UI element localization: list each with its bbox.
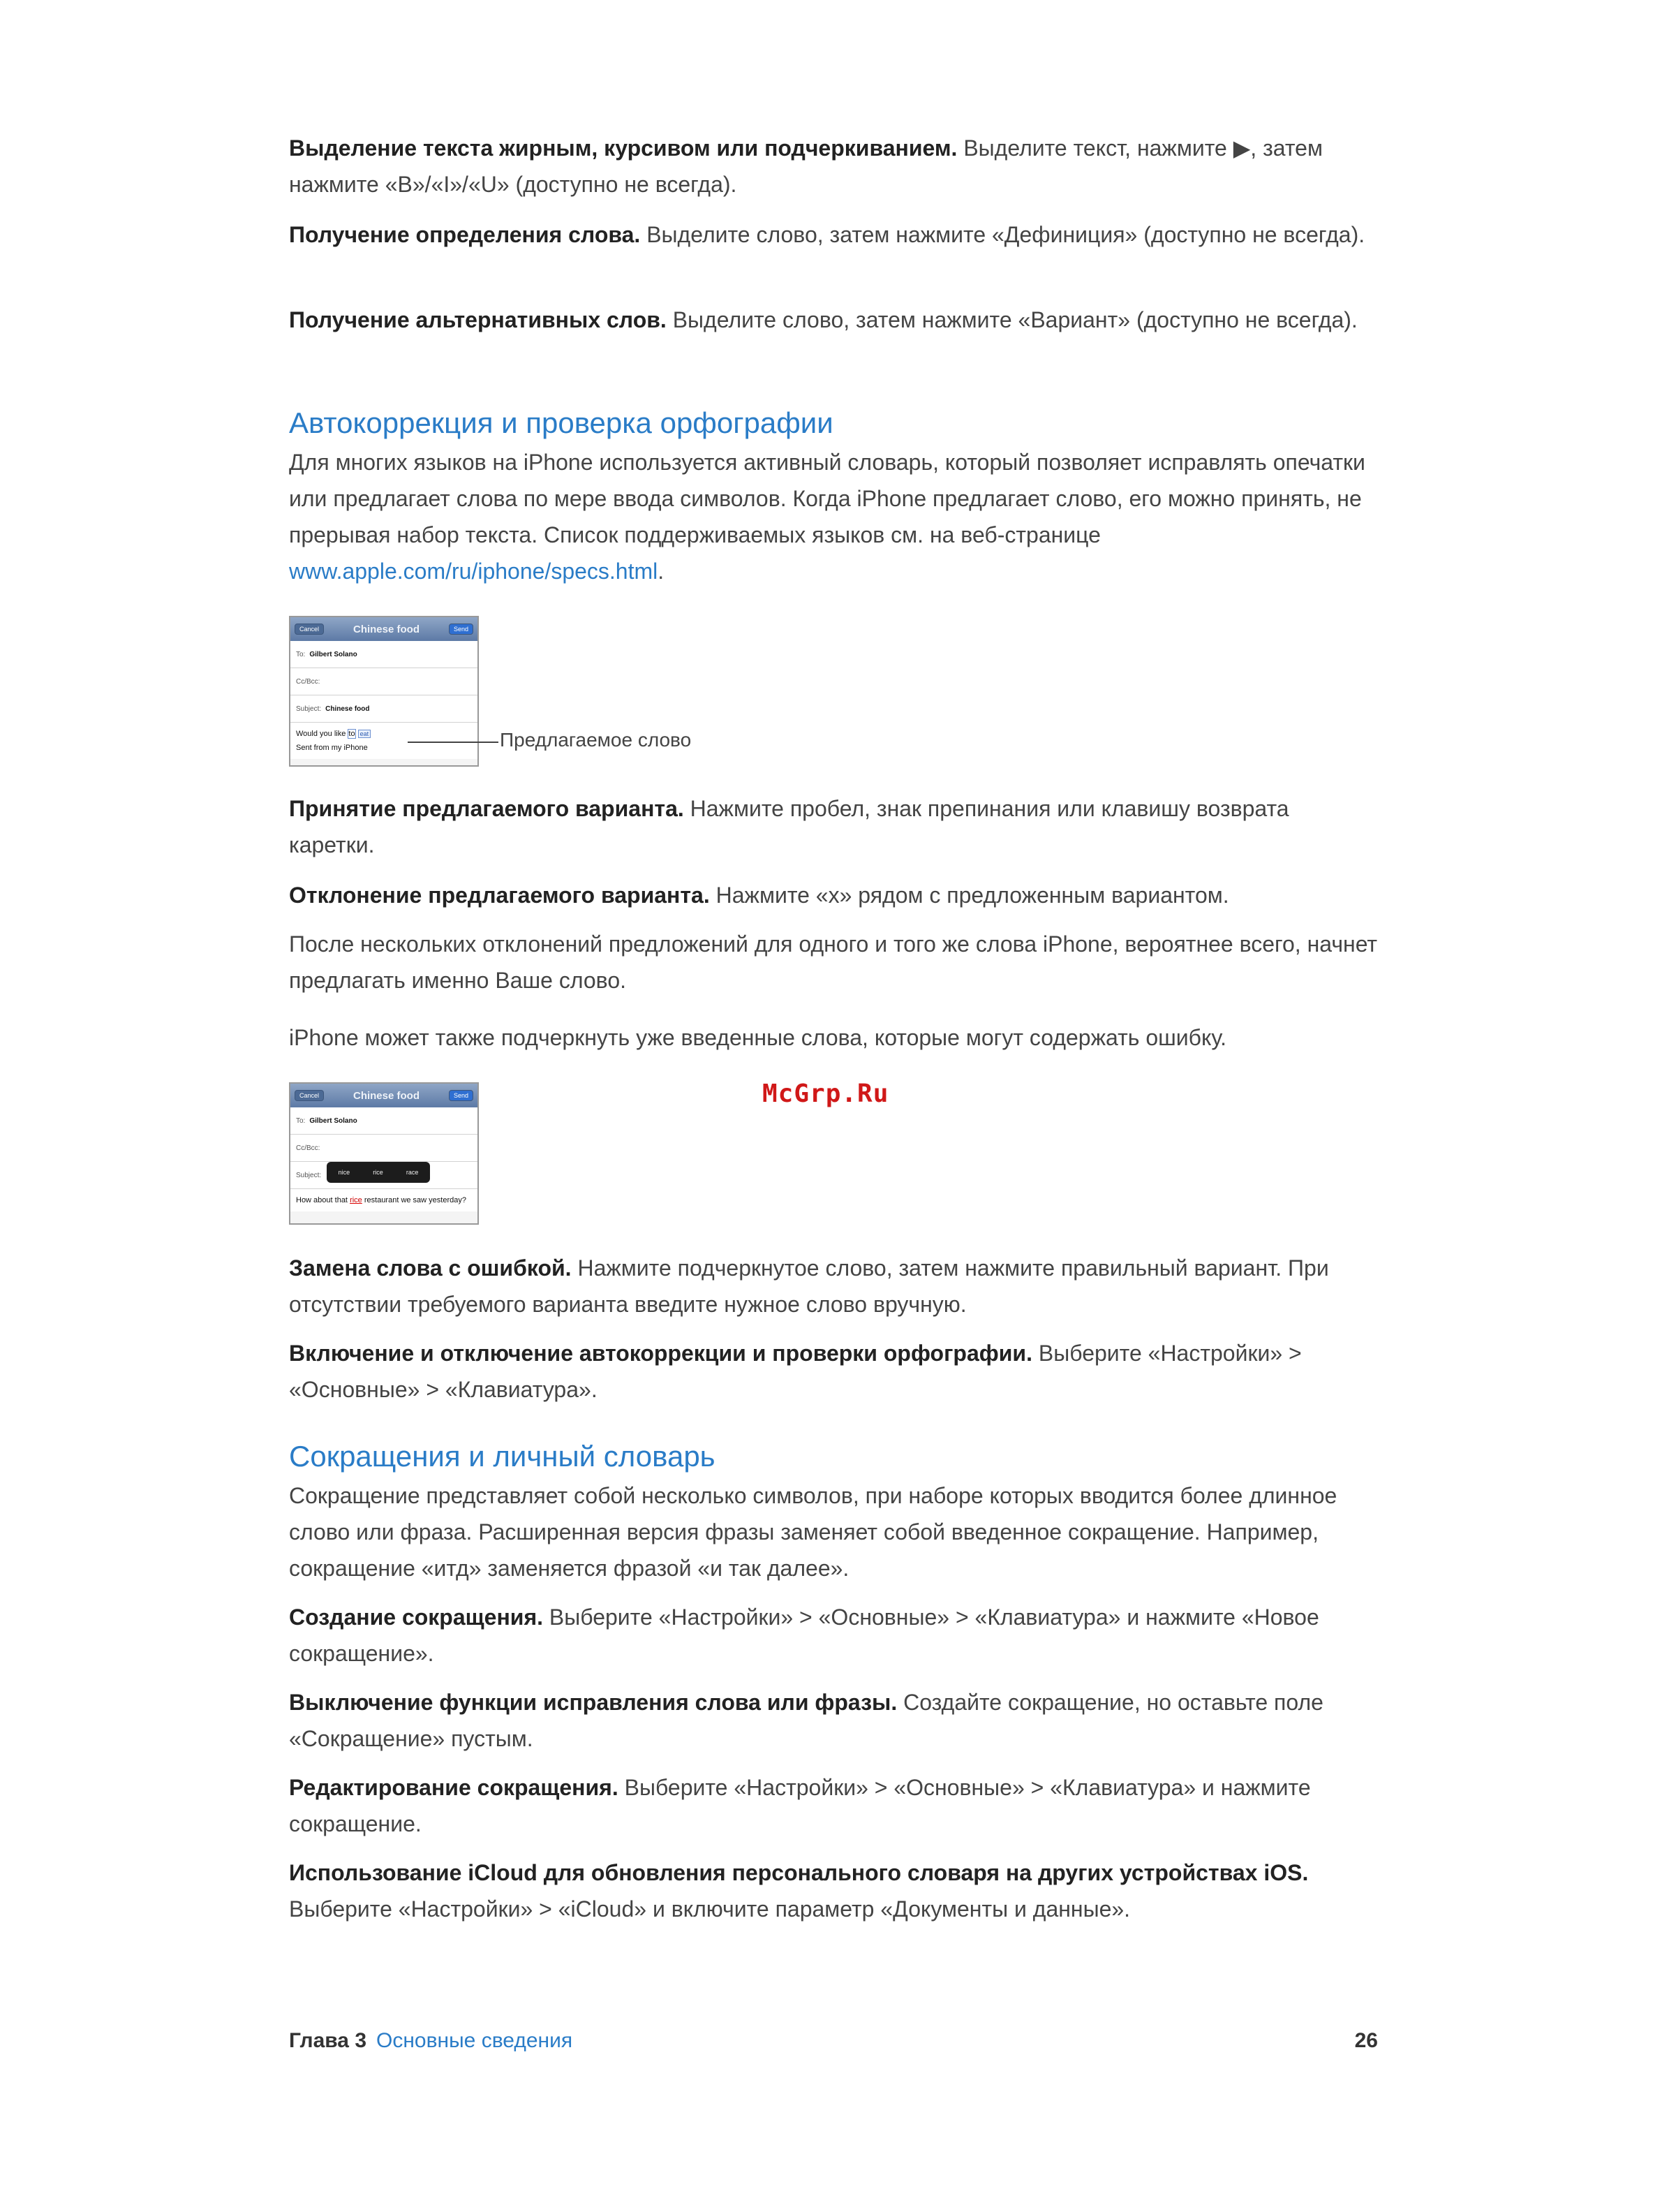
paragraph-formatting: Выделение текста жирным, курсивом или подчеркиванием. Выделите текст, нажмите ▶, затем нажмите «B»/«I»/«U» (доступно не всегда). <box>289 135 1323 197</box>
page-number: 26 <box>1354 2029 1378 2052</box>
paragraph-toggle-autocorrect: Включение и отключение автокоррекции и проверки орфографии. Выберите «Настройки» > «Основные» > «Клавиатура». <box>289 1341 1302 1402</box>
popup-option: rice <box>373 1169 383 1176</box>
watermark: McGrp.Ru <box>762 1079 889 1108</box>
replacement-popup <box>327 1162 430 1183</box>
cc-row: Cc/Bcc: <box>290 1135 477 1162</box>
suggestion-bubble: eat <box>358 730 371 738</box>
mail-body: How about that rice restaurant we saw yesterday? <box>290 1189 477 1211</box>
paragraph-icloud: Использование iCloud для обновления персонального словаря на других устройствах iOS. Выберите «Настройки» > «iCloud» и включите параметр «Документы и данные». <box>289 1860 1309 1922</box>
paragraph-create-shortcut: Создание сокращения. Выберите «Настройки» > «Основные» > «Клавиатура» и нажмите «Новое сокращение». <box>289 1605 1319 1666</box>
mail-title: Chinese food <box>353 623 420 635</box>
mail-body: Would you like to eat Sent from my iPhone <box>290 723 477 759</box>
paragraph-autocorrect-intro: Для многих языков на iPhone используется активный словарь, который позволяет исправлять опечатки или предлагает слова по мере ввода символов. Когда iPhone предлагает слово, его можно принять, не прерывая набор текста. Список поддерживаемых языков см. на веб-странице www.apple.com/ru/iphone/specs.html. <box>289 450 1365 584</box>
section-heading-shortcuts: Сокращения и личный словарь <box>289 1440 715 1473</box>
screenshot-suggested-word <box>289 616 479 767</box>
paragraph-replace: Замена слова с ошибкой. Нажмите подчеркнутое слово, затем нажмите правильный вариант. При отсутствии требуемого варианта введите нужное слово вручную. <box>289 1255 1329 1317</box>
nav-bar <box>290 617 477 641</box>
section-heading-autocorrect: Автокоррекция и проверка орфографии <box>289 406 833 439</box>
paragraph-alternatives: Получение альтернативных слов. Выделите слово, затем нажмите «Вариант» (доступно не всегда). <box>289 307 1358 332</box>
paragraph-accept: Принятие предлагаемого варианта. Нажмите пробел, знак препинания или клавишу возврата каретки. <box>289 796 1289 857</box>
cc-row: Cc/Bcc: <box>290 668 477 695</box>
subject-row: Subject: Chinese food <box>290 695 477 723</box>
screenshot-misspelled-word <box>289 1082 479 1225</box>
mail-title: Chinese food <box>353 1089 420 1102</box>
paragraph-definition: Получение определения слова. Выделите слово, затем нажмите «Дефиниция» (доступно не всегда). <box>289 222 1365 247</box>
cancel-button: Cancel <box>295 624 324 635</box>
popup-option: nice <box>338 1169 350 1176</box>
paragraph-disable-correction: Выключение функции исправления слова или фразы. Создайте сокращение, но оставьте поле «Сокращение» пустым. <box>289 1690 1323 1751</box>
paragraph-edit-shortcut: Редактирование сокращения. Выберите «Настройки» > «Основные» > «Клавиатура» и нажмите сокращение. <box>289 1775 1311 1836</box>
paragraph-shortcuts-intro: Сокращение представляет собой несколько символов, при наборе которых вводится более длинное слово или фраза. Расширенная версия фразы заменяет собой введенное сокращение. Например, сокращение «итд» заменяется фразой «и так далее». <box>289 1483 1337 1581</box>
paragraph-underline: iPhone может также подчеркнуть уже введенные слова, которые могут содержать ошибку. <box>289 1025 1227 1050</box>
paragraph-learning: После нескольких отклонений предложений для одного и того же слова iPhone, вероятнее всего, начнет предлагать именно Ваше слово. <box>289 931 1378 993</box>
to-row: To: Gilbert Solano <box>290 1107 477 1135</box>
callout-suggested-word: Предлагаемое слово <box>500 729 692 751</box>
cancel-button: Cancel <box>295 1090 324 1101</box>
specs-link[interactable]: www.apple.com/ru/iphone/specs.html <box>289 559 658 584</box>
paragraph-reject: Отклонение предлагаемого варианта. Нажмите «x» рядом с предложенным вариантом. <box>289 883 1229 908</box>
popup-option: race <box>406 1169 419 1176</box>
misspelled-word: rice <box>350 1196 362 1204</box>
send-button: Send <box>449 624 473 635</box>
nav-bar <box>290 1084 477 1107</box>
chapter-label: Глава 3 <box>289 2029 367 2052</box>
chapter-section-link[interactable]: Основные сведения <box>376 2029 573 2052</box>
subject-row: Subject: <box>290 1162 477 1189</box>
callout-line <box>408 742 498 743</box>
to-row: To: Gilbert Solano <box>290 641 477 668</box>
send-button: Send <box>449 1090 473 1101</box>
